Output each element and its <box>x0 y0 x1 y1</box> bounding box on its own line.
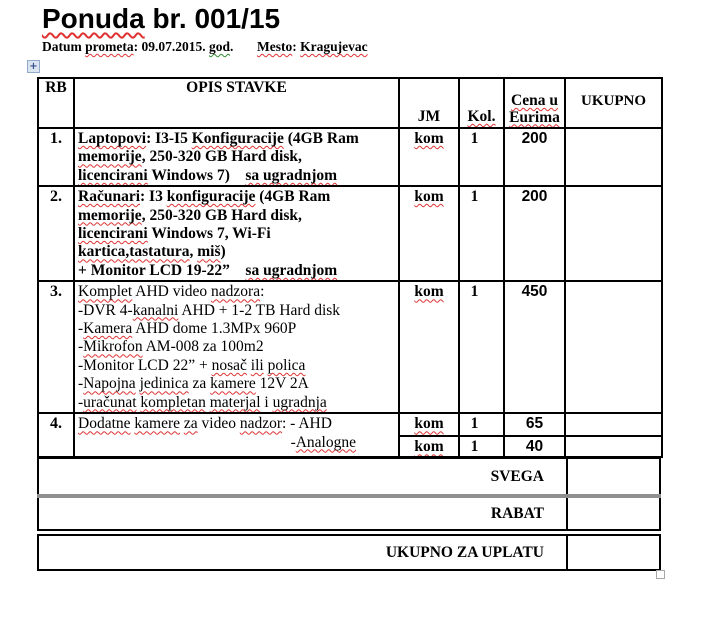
text-segment: - <box>78 338 84 356</box>
summary-value-ukupno-za-uplatu <box>566 536 659 569</box>
text-segment: kamere <box>210 375 256 393</box>
text-segment: sa ugradnjom <box>245 261 338 279</box>
header-cell-rb: RB <box>38 78 74 128</box>
text-segment: kom <box>414 130 444 147</box>
table-row <box>38 186 662 281</box>
opis-line <box>78 283 396 301</box>
text-segment: (4GB Ram <box>255 188 331 206</box>
opis-line <box>78 338 396 356</box>
text-segment: ugradnja <box>272 393 327 411</box>
text-segment: kom <box>414 438 444 456</box>
opis-line <box>78 375 396 393</box>
cell-cena: 200 <box>504 128 565 186</box>
opis-line <box>78 148 396 166</box>
text-segment: : I3-I5 <box>146 130 192 147</box>
text-segment: kom <box>414 283 444 301</box>
text-segment: nadzor <box>239 415 282 433</box>
text-segment: uračunat <box>83 393 137 411</box>
text-segment: licencirani <box>78 166 148 184</box>
cell-ukupno <box>565 281 662 413</box>
text-segment: Napojna <box>83 375 136 393</box>
opis-line <box>78 262 396 280</box>
text-segment: - <box>78 320 84 338</box>
text-segment: - <box>290 433 296 451</box>
text-segment: Mikrofon <box>83 338 143 356</box>
header-cell-jm: JM <box>399 78 459 128</box>
text-segment: : I3 <box>140 188 167 206</box>
text-segment: Cena u <box>511 92 558 109</box>
cell-rb: 4. <box>38 413 74 457</box>
text-segment: Komplet <box>78 283 133 301</box>
text-segment: memorije <box>78 206 142 224</box>
text-segment: kanalni <box>132 301 179 319</box>
opis-line <box>78 302 396 320</box>
summary-value-svega <box>566 459 659 494</box>
text-segment: za <box>183 415 198 433</box>
text-segment: god <box>209 39 231 54</box>
text-segment: (4GB Ram <box>283 130 359 147</box>
text-segment: Mesto <box>257 39 293 54</box>
cell-ukupno <box>565 413 662 436</box>
text-segment: jedinica <box>139 375 189 393</box>
page-title <box>42 2 280 35</box>
document-meta-line <box>42 39 368 55</box>
cell-ukupno <box>565 128 662 186</box>
text-segment: : <box>292 39 301 54</box>
text-segment: polica <box>267 356 306 374</box>
text-segment: kartica,tastatura <box>78 243 190 261</box>
cell-rb: 2. <box>38 186 74 281</box>
cell-opis <box>74 281 399 413</box>
text-segment: za <box>188 375 211 393</box>
text-segment: -DVR 4- <box>78 301 133 319</box>
text-segment: AHD + 1-2 TB Hard disk <box>178 301 341 319</box>
text-segment: -Monitor LCD 22” + <box>78 356 212 374</box>
cell-kol: 1 <box>459 413 504 436</box>
text-segment: ili <box>250 356 264 374</box>
text-segment: Windows 7, Wi-Fi <box>147 225 271 243</box>
text-segment: , <box>189 243 198 261</box>
text-segment: kompletan <box>140 393 206 411</box>
header-cena-line <box>505 93 564 110</box>
text-segment: Kol. <box>467 108 496 125</box>
opis-line <box>78 130 396 148</box>
cell-jm <box>399 281 459 413</box>
cell-kol: 1 <box>459 128 504 186</box>
text-segment: konfiguracije <box>166 188 256 206</box>
text-segment: Windows 7) <box>147 166 246 184</box>
offer-items-table <box>37 77 663 458</box>
text-segment: Analogne <box>295 433 356 451</box>
text-segment: Datum <box>42 39 86 54</box>
opis-line <box>78 415 396 433</box>
table-resize-handle[interactable] <box>656 570 665 579</box>
text-segment: memorije <box>78 148 142 166</box>
table-row <box>38 413 662 436</box>
text-segment: , 250-320 GB Hard disk, <box>141 206 302 224</box>
opis-line <box>78 394 396 412</box>
cell-kol: 1 <box>459 436 504 457</box>
text-segment: kom <box>414 415 444 433</box>
opis-line <box>78 320 396 338</box>
text-segment: miš <box>197 243 221 261</box>
cell-opis <box>74 186 399 281</box>
text-segment: i <box>260 393 273 411</box>
text-segment: materjal <box>209 393 261 411</box>
text-segment: Kragujevac <box>300 39 368 54</box>
text-segment: 12V 2A <box>255 375 309 393</box>
text-segment: : - AHD <box>282 415 332 433</box>
cell-cena: 450 <box>504 281 565 413</box>
text-segment: AHD video <box>132 283 212 301</box>
text-segment: br. 001/15 <box>144 3 281 34</box>
summary-row-ukupno-za-uplatu <box>37 534 661 571</box>
text-segment: kom <box>414 188 444 206</box>
cell-ukupno <box>565 436 662 457</box>
text-segment: licencirani <box>78 225 148 243</box>
text-segment: . <box>230 39 258 54</box>
opis-line <box>78 167 396 185</box>
text-segment: AM-008 za 100m2 <box>142 338 264 356</box>
opis-line <box>78 207 396 225</box>
text-segment: , 250-320 GB Hard disk, <box>141 148 302 166</box>
opis-line <box>78 225 396 243</box>
cell-jm <box>399 436 459 457</box>
summary-value-rabat <box>566 498 659 529</box>
cell-opis <box>74 128 399 186</box>
text-segment: + Monitor LCD 19-22” <box>78 261 246 279</box>
table-move-handle-icon[interactable]: + <box>27 60 40 73</box>
summary-block <box>37 457 661 571</box>
table-header-row <box>38 78 662 128</box>
opis-line <box>78 434 396 452</box>
text-segment: nosač <box>211 356 247 374</box>
header-cell-cena <box>504 78 565 128</box>
text-segment: nadzora <box>211 283 261 301</box>
table-row <box>38 281 662 413</box>
summary-row-rabat <box>37 498 661 531</box>
cell-kol: 1 <box>459 186 504 281</box>
text-segment: Kamera <box>83 320 133 338</box>
header-cena-line <box>505 110 564 127</box>
header-cell-ukupno: UKUPNO <box>565 78 662 128</box>
opis-line <box>78 243 396 261</box>
cell-cena: 65 <box>504 413 565 436</box>
text-segment: : 09.07.2015. <box>133 39 209 54</box>
summary-label-rabat: RABAT <box>490 504 544 522</box>
text-segment: Eurima <box>509 108 560 126</box>
text-segment: prometa <box>85 39 134 54</box>
text-segment: Laptopovi <box>78 130 147 147</box>
text-segment: - <box>78 393 84 411</box>
cell-jm <box>399 413 459 436</box>
cell-rb: 3. <box>38 281 74 413</box>
opis-line <box>78 188 396 206</box>
cell-jm <box>399 186 459 281</box>
text-segment: AHD dome 1.3MPx 960P <box>132 320 297 338</box>
text-segment: Konfiguracije <box>191 130 284 147</box>
text-segment: Dodatne <box>78 415 131 433</box>
summary-row-svega <box>37 457 661 494</box>
text-segment: - <box>78 375 84 393</box>
text-segment: Računari <box>78 188 140 206</box>
header-cell-kol <box>459 78 504 128</box>
text-segment: sa ugradnjom <box>245 166 338 184</box>
header-cell-opis: OPIS STAVKE <box>74 78 399 128</box>
text-segment: : <box>260 283 265 301</box>
cell-ukupno <box>565 186 662 281</box>
summary-label-svega: SVEGA <box>490 467 544 485</box>
cell-cena: 200 <box>504 186 565 281</box>
text-segment: ) <box>220 243 226 261</box>
opis-line <box>78 357 396 375</box>
text-segment: kamere <box>134 415 180 433</box>
cell-cena: 40 <box>504 436 565 457</box>
table-row <box>38 128 662 186</box>
cell-rb: 1. <box>38 128 74 186</box>
cell-kol: 1 <box>459 281 504 413</box>
cell-opis <box>74 413 399 457</box>
summary-label-ukupno-za-uplatu: UKUPNO ZA UPLATU <box>385 543 544 561</box>
text-segment: video <box>197 415 240 433</box>
text-segment: Ponuda <box>42 3 145 34</box>
cell-jm <box>399 128 459 186</box>
